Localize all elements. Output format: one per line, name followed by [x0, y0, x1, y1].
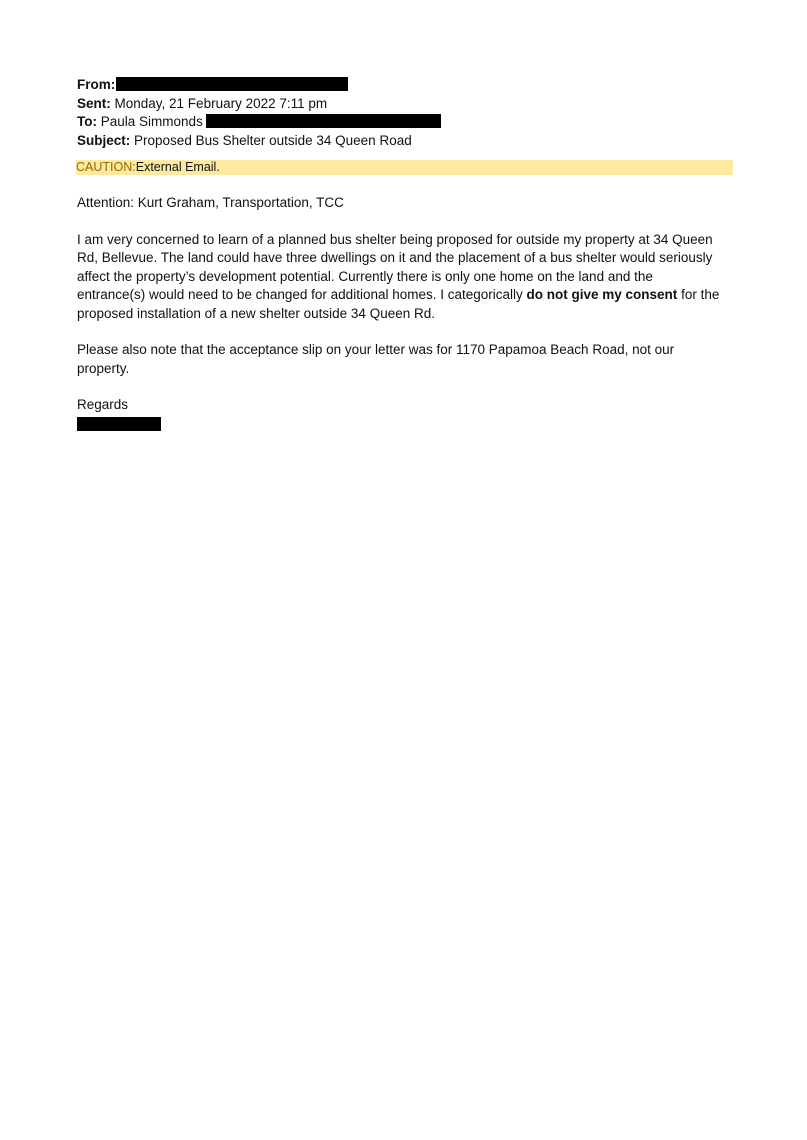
subject-value: Proposed Bus Shelter outside 34 Queen Road: [134, 132, 412, 148]
to-line: [77, 113, 733, 132]
body-paragraph-2: [77, 341, 733, 378]
caution-banner: [76, 160, 733, 175]
body-paragraph-1-line: I am very concerned to learn of a planned bus shelter being proposed for outside my property at 34 Queen: [77, 231, 713, 247]
signature-line: [77, 416, 733, 432]
sent-line: [77, 95, 733, 114]
subject-line: [77, 132, 733, 151]
from-label: From:: [77, 77, 116, 92]
body-paragraph-2-line: property.: [77, 360, 130, 376]
caution-label: CAUTION:: [76, 160, 136, 174]
redacted-recipient-address: [206, 114, 441, 128]
attention-line: Attention: Kurt Graham, Transportation, TCC: [77, 195, 344, 210]
body-paragraph-1-line: affect the property’s development potential. Currently there is only one home on the land and the: [77, 268, 653, 284]
consent-pre-text: entrance(s) would need to be changed for additional homes. I categorically: [77, 287, 527, 302]
body-paragraph-1-line: proposed installation of a new shelter outside 34 Queen Rd.: [77, 305, 435, 321]
email-document: [77, 76, 733, 432]
redacted-sender: [116, 77, 348, 91]
redacted-signature: [77, 417, 161, 431]
consent-bold-text: do not give my consent: [526, 287, 678, 302]
body-paragraph-2-line: Please also note that the acceptance slip on your letter was for 1170 Papamoa Beach Road, not our: [77, 342, 675, 357]
consent-post-text: for the: [677, 287, 720, 302]
sent-value: Monday, 21 February 2022 7:11 pm: [114, 95, 328, 111]
subject-label: Subject:: [77, 132, 131, 148]
body-paragraph-1-line: [77, 286, 733, 305]
from-line: [77, 76, 733, 95]
to-value: Paula Simmonds: [100, 114, 203, 129]
body-paragraph-1-line: Rd, Bellevue. The land could have three dwellings on it and the placement of a bus shelter would seriously: [77, 250, 713, 265]
caution-text: External Email.: [135, 160, 220, 174]
regards-text: Regards: [77, 397, 129, 412]
sent-label: Sent:: [77, 95, 111, 111]
to-label: To:: [77, 114, 97, 129]
body-paragraph-1: [77, 231, 733, 324]
